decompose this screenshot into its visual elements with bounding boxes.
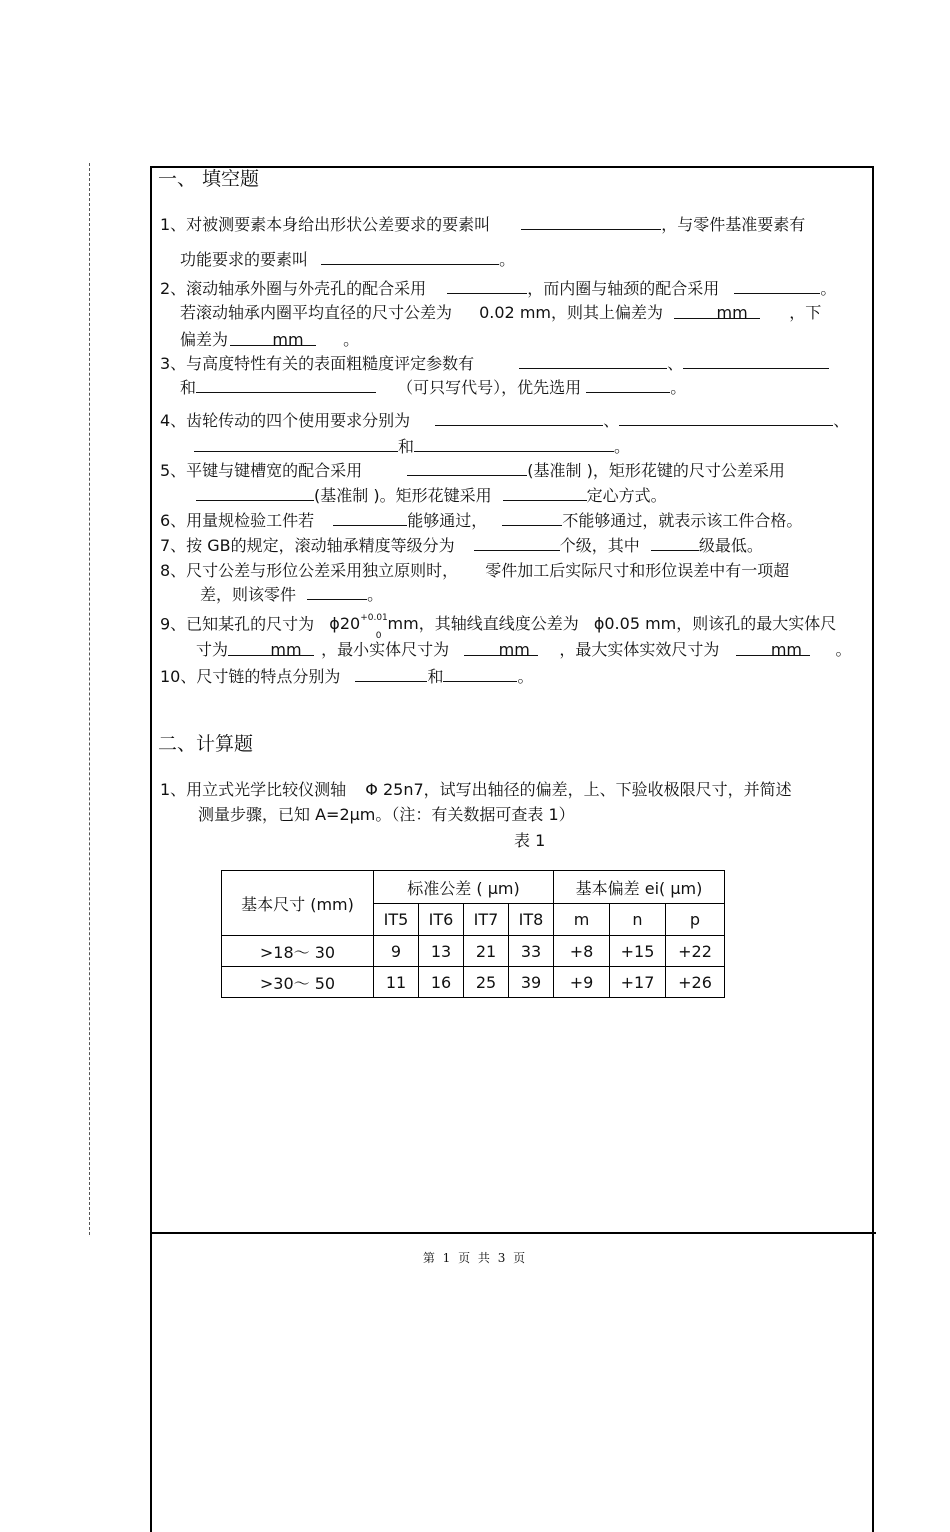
question-1-line2: 功能要求的要素叫 。 — [180, 250, 516, 269]
question-8-line1: 8、尺寸公差与形位公差采用独立原则时， 零件加工后实际尺寸和形位误差中有一项超 — [160, 561, 790, 580]
answer-blank[interactable] — [502, 509, 562, 526]
page-frame-bottom — [150, 1232, 876, 1234]
answer-blank[interactable]: mm — [736, 639, 810, 656]
answer-blank[interactable]: mm — [674, 302, 760, 319]
answer-blank[interactable] — [734, 277, 820, 294]
subheader-cell: IT5 — [374, 904, 419, 936]
subheader-cell: m — [554, 904, 610, 936]
table-cell: +17 — [610, 967, 666, 998]
subheader-cell: p — [666, 904, 725, 936]
upper-tolerance: +0.01 — [360, 613, 388, 623]
header-basic-size: 基本尺寸 (mm) — [222, 871, 374, 936]
calc-question-1-line2: 测量步骤，已知 A=2μm。（注：有关数据可查表 1） — [198, 805, 575, 824]
page-footer: 第 1 页 共 3 页 — [422, 1251, 528, 1265]
calc-question-1-line1: 1、用立式光学比较仪测轴 Φ 25n7，试写出轴径的偏差，上、下验收极限尺寸，并简述 — [160, 780, 792, 799]
answer-blank[interactable] — [619, 409, 833, 426]
question-3-line1: 3、与高度特性有关的表面粗糙度评定参数有 、 — [160, 352, 829, 375]
answer-blank[interactable] — [474, 534, 560, 551]
question-1-line1: 1、对被测要素本身给出形状公差要求的要素叫 ，与零件基准要素有 — [160, 215, 806, 234]
answer-blank[interactable] — [683, 352, 829, 369]
question-6: 6、用量规检验工件若 能够通过， 不能够通过，就表示该工件合格。 — [160, 511, 803, 530]
question-10: 10、尺寸链的特点分别为 和 。 — [160, 667, 534, 686]
table-row — [222, 967, 725, 998]
answer-blank[interactable] — [519, 352, 667, 369]
table-cell: 39 — [509, 967, 554, 998]
answer-blank[interactable] — [194, 435, 398, 452]
answer-blank[interactable] — [435, 409, 603, 426]
header-standard-tolerance: 标准公差 ( μm) — [374, 871, 554, 904]
answer-blank[interactable] — [196, 376, 376, 393]
table-cell: 11 — [374, 967, 419, 998]
question-2-line2: 若滚动轴承内圈平均直径的尺寸公差为 0.02 mm，则其上偏差为 mm ，下 — [180, 303, 822, 322]
hole-dimension: ϕ20 — [329, 614, 361, 634]
question-7: 7、按 GB的规定，滚动轴承精度等级分为 个级，其中 级最低。 — [160, 536, 763, 555]
answer-blank[interactable] — [355, 665, 427, 682]
table-cell: +8 — [554, 936, 610, 967]
lower-tolerance: 0 — [375, 630, 382, 641]
table-cell: +9 — [554, 967, 610, 998]
answer-blank[interactable] — [447, 277, 527, 294]
answer-blank[interactable] — [307, 583, 367, 600]
question-3-line2: 和 （可只写代号），优先选用 。 — [180, 378, 687, 397]
answer-blank[interactable] — [503, 484, 587, 501]
answer-blank[interactable] — [414, 435, 614, 452]
question-5-line1: 5、平键与键槽宽的配合采用 (基准制 )，矩形花键的尺寸公差采用 — [160, 461, 785, 480]
answer-blank[interactable]: mm — [228, 639, 314, 656]
table-cell: 25 — [464, 967, 509, 998]
row-size: >18～ 30 — [222, 936, 374, 967]
answer-blank[interactable] — [443, 665, 517, 682]
header-basic-deviation: 基本偏差 ei( μm) — [554, 871, 725, 904]
answer-blank[interactable] — [321, 248, 499, 265]
answer-blank[interactable] — [521, 213, 661, 230]
table-row — [222, 936, 725, 967]
question-5-line2: (基准制 )。矩形花键采用 定心方式。 — [196, 484, 667, 507]
table-cell: +15 — [610, 936, 666, 967]
section1-heading: 一、 填空题 — [158, 168, 260, 190]
subheader-cell: IT6 — [419, 904, 464, 936]
answer-blank[interactable] — [333, 509, 407, 526]
subheader-cell: n — [610, 904, 666, 936]
section2-heading: 二、计算题 — [158, 733, 254, 755]
question-9-line1: 9、已知某孔的尺寸为 $\phi 20^{+0.01}_0mm$，其轴线直线度公差为 ϕ0.05 mm，则该孔的最大实体尺 — [160, 613, 837, 641]
question-2-line3: 偏差为 mm 。 — [180, 330, 360, 349]
answer-blank[interactable]: mm — [464, 639, 538, 656]
answer-blank[interactable] — [651, 534, 699, 551]
table-cell: +22 — [666, 936, 725, 967]
table-cell: 16 — [419, 967, 464, 998]
table-caption: 表 1 — [514, 831, 546, 850]
row-size: >30～ 50 — [222, 967, 374, 998]
answer-blank[interactable] — [586, 376, 670, 393]
table-cell: 13 — [419, 936, 464, 967]
answer-blank[interactable]: mm — [230, 329, 316, 346]
question-4-line2: 和 。 — [194, 435, 630, 458]
question-2-line1: 2、滚动轴承外圈与外壳孔的配合采用 ，而内圈与轴颈的配合采用 。 — [160, 279, 837, 298]
tolerance-table — [221, 870, 725, 998]
question-4-line1: 4、齿轮传动的四个使用要求分别为 、 、 — [160, 411, 850, 430]
answer-blank[interactable] — [196, 484, 314, 501]
question-9-line2: 寸为 mm ，最小实体尺寸为 mm ，最大实体实效尺寸为 mm 。 — [196, 640, 852, 659]
table-cell: 21 — [464, 936, 509, 967]
table-cell: 33 — [509, 936, 554, 967]
answer-blank[interactable] — [407, 459, 527, 476]
binding-dashed-line — [89, 163, 90, 1235]
subheader-cell: IT7 — [464, 904, 509, 936]
question-8-line2: 差，则该零件 。 — [200, 585, 384, 604]
table-cell: +26 — [666, 967, 725, 998]
subheader-cell: IT8 — [509, 904, 554, 936]
table-cell: 9 — [374, 936, 419, 967]
